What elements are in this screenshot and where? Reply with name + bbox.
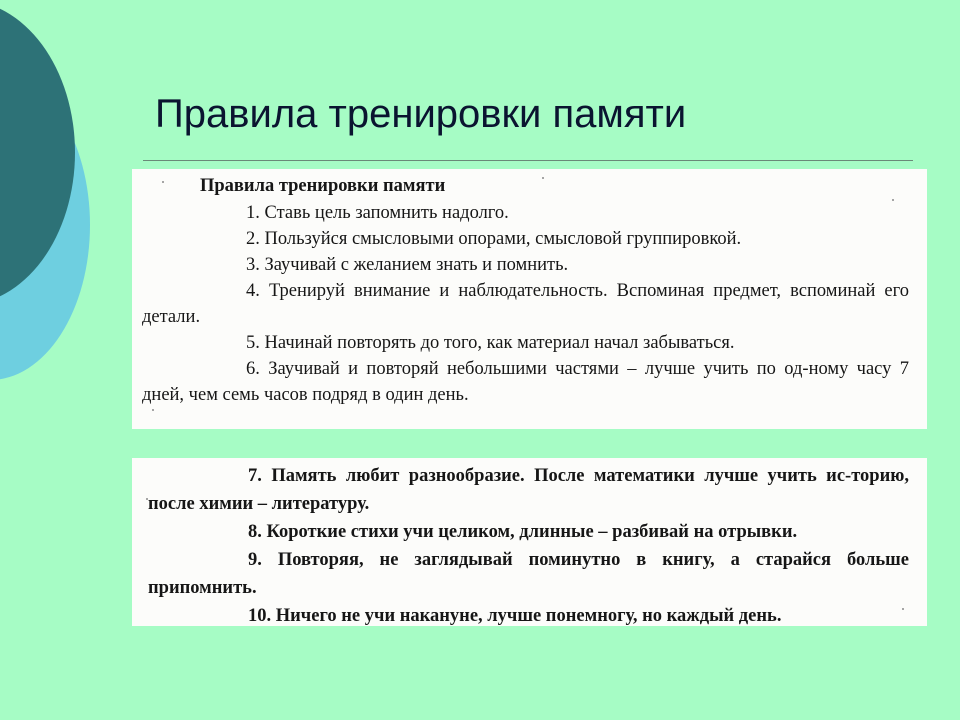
slide-title: Правила тренировки памяти — [155, 92, 687, 136]
rule-text: Тренируй внимание и наблюдательность. Вспоминая предмет, вспоминай его детали. — [142, 281, 910, 327]
rule-number: 2. — [246, 229, 260, 249]
scan-speck — [902, 608, 904, 610]
rule-text: Начинай повторять до того, как материал начал забываться. — [264, 333, 735, 353]
rule-number: 1. — [246, 203, 260, 223]
rule-item-5 — [142, 330, 909, 356]
scan-speck — [542, 177, 544, 179]
rule-text: Заучивай с желанием знать и помнить. — [264, 255, 569, 275]
scan-speck — [892, 199, 894, 201]
rule-number: 6. — [246, 359, 260, 379]
scan-speck — [146, 498, 148, 500]
scan-speck — [162, 181, 164, 183]
rule-number: 10. — [248, 606, 272, 626]
rule-number: 4. — [246, 281, 260, 301]
rule-item-7 — [148, 462, 909, 518]
rule-item-8 — [148, 518, 909, 546]
rule-item-6 — [142, 356, 909, 408]
rule-text: Заучивай и повторяй небольшими частями – лучше учить по од-ному часу 7 дней, чем семь часов подряд в один день. — [142, 359, 910, 405]
rule-item-10 — [148, 602, 909, 626]
rule-text: Ничего не учи накануне, лучше понемногу, но каждый день. — [275, 606, 782, 626]
rule-text: Ставь цель запомнить надолго. — [264, 203, 509, 223]
rule-number: 8. — [248, 522, 262, 542]
rule-item-4 — [142, 278, 909, 330]
rule-item-1 — [142, 200, 909, 226]
rule-text: Короткие стихи учи целиком, длинные – разбивай на отрывки. — [266, 522, 798, 542]
scanned-rules-panel-top — [132, 169, 927, 429]
rule-text: Память любит разнообразие. После математики лучше учить ис-торию, после химии – литературу. — [148, 466, 909, 514]
scan-speck — [152, 409, 154, 411]
rule-item-9 — [148, 546, 909, 602]
rule-item-2 — [142, 226, 909, 252]
rule-text: Пользуйся смысловыми опорами, смысловой группировкой. — [264, 229, 742, 249]
rule-number: 7. — [248, 466, 262, 486]
title-divider — [143, 160, 913, 161]
rule-text: Повторяя, не заглядывай поминутно в книгу, а старайся больше припомнить. — [148, 550, 909, 598]
scan-heading: Правила тренировки памяти — [200, 176, 446, 196]
rule-item-3 — [142, 252, 909, 278]
rule-number: 9. — [248, 550, 262, 570]
scanned-rules-panel-bottom — [132, 458, 927, 626]
rule-number: 3. — [246, 255, 260, 275]
rule-number: 5. — [246, 333, 260, 353]
